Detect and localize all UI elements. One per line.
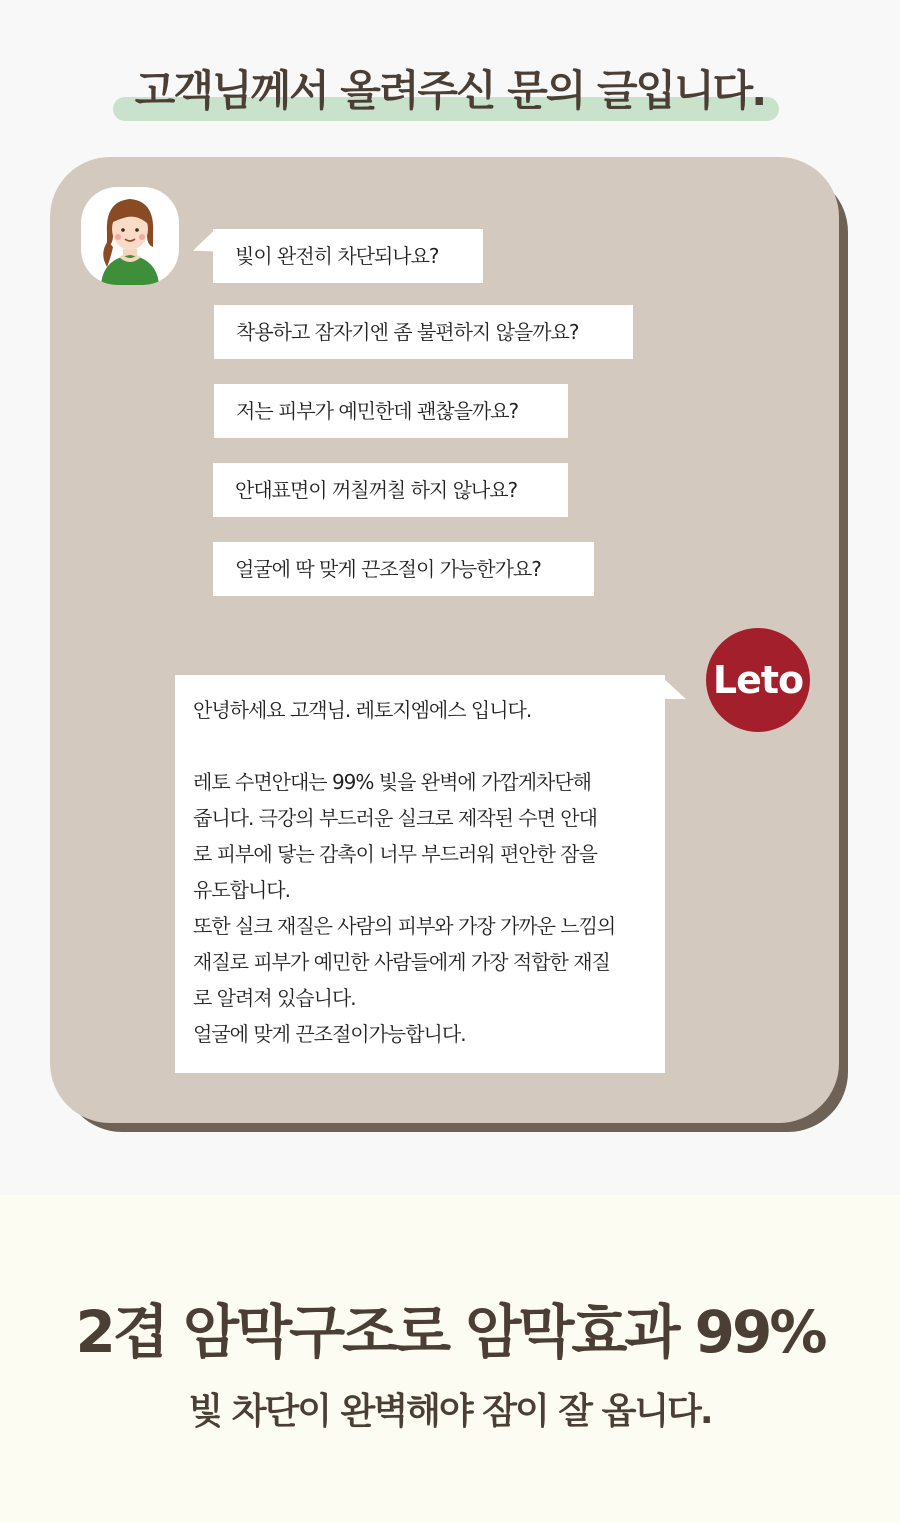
answer-line: 레토 수면안대는 99% 빛을 완벽에 가깝게차단해 bbox=[193, 770, 591, 794]
question-bubble-2: 착용하고 잠자기엔 좀 불편하지 않을까요? bbox=[214, 305, 633, 359]
question-bubble-3: 저는 피부가 예민한데 괜찮을까요? bbox=[214, 384, 568, 438]
customer-avatar bbox=[81, 187, 179, 285]
promo-title: 2겹 암막구조로 암막효과 99% bbox=[75, 1298, 825, 1366]
answer-line bbox=[193, 728, 649, 764]
heading-wrap bbox=[0, 58, 900, 118]
promo-section bbox=[0, 1195, 900, 1523]
woman-avatar-icon bbox=[81, 187, 179, 285]
question-bubble-4: 안대표면이 꺼칠꺼칠 하지 않나요? bbox=[213, 463, 568, 517]
answer-line: 로 피부에 닿는 감촉이 너무 부드러워 편안한 잠을 bbox=[193, 842, 597, 866]
answer-line: 안녕하세요 고객님. 레토지엠에스 입니다. bbox=[193, 698, 532, 722]
answer-bubble bbox=[175, 675, 665, 1073]
answer-line: 재질로 피부가 예민한 사람들에게 가장 적합한 재질 bbox=[193, 950, 610, 974]
question-bubble-5: 얼굴에 딱 맞게 끈조절이 가능한가요? bbox=[213, 542, 594, 596]
leto-logo: Leto bbox=[706, 628, 810, 732]
answer-line: 또한 실크 재질은 사람의 피부와 가장 가까운 느낌의 bbox=[193, 914, 616, 938]
question-bubble-1: 빛이 완전히 차단되나요? bbox=[213, 229, 483, 283]
answer-line: 줍니다. 극강의 부드러운 실크로 제작된 수면 안대 bbox=[193, 806, 597, 830]
promo-subtitle: 빛 차단이 완벽해야 잠이 잘 옵니다. bbox=[188, 1391, 712, 1432]
answer-line: 얼굴에 맞게 끈조절이가능합니다. bbox=[193, 1022, 466, 1046]
page-title: 고객님께서 올려주신 문의 글입니다. bbox=[134, 66, 766, 115]
answer-line: 로 알려져 있습니다. bbox=[193, 986, 356, 1010]
answer-line: 유도합니다. bbox=[193, 878, 290, 902]
